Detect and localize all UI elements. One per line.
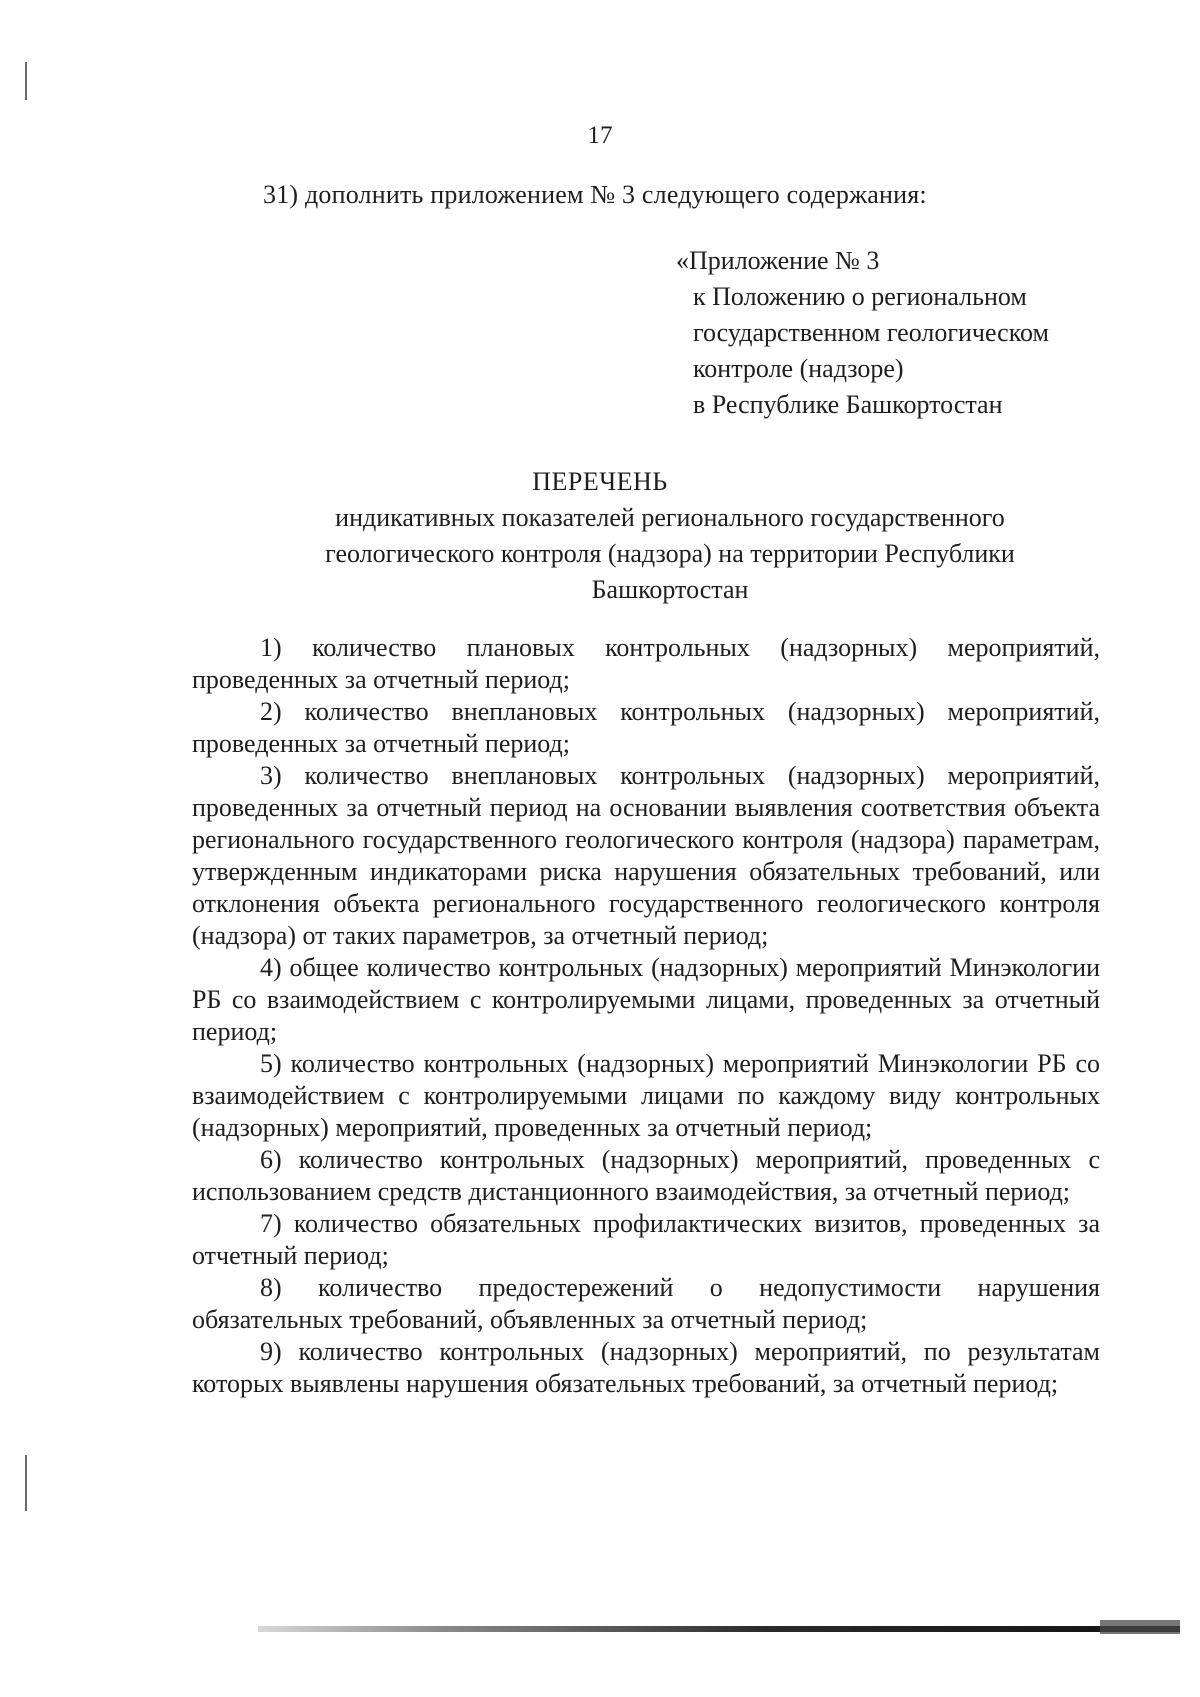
- document-title: ПЕРЕЧЕНЬ: [532, 467, 668, 496]
- appendix-line-5: в Республике Башкортостан: [693, 390, 1003, 419]
- intro-line: 31) дополнить приложением № 3 следующего содержания:: [263, 180, 927, 209]
- list-item: 5) количество контрольных (надзорных) мероприятий Минэкологии РБ со взаимодействием с контролируемыми лицами по каждому виду контрольных (надзорных) мероприятий, проведенных за отчетный период;: [192, 1049, 1100, 1142]
- list-item: 8) количество предостережений о недопустимости нарушения обязательных требований, объявленных за отчетный период;: [192, 1273, 1100, 1334]
- scan-bottom-edge-dark: [1100, 1620, 1180, 1634]
- list-item: 4) общее количество контрольных (надзорных) мероприятий Минэкологии РБ со взаимодействием с контролируемыми лицами, проведенных за отчетный период;: [192, 953, 1100, 1046]
- list-item: 9) количество контрольных (надзорных) мероприятий, по результатам которых выявлены нарушения обязательных требований, за отчетный период;: [192, 1337, 1100, 1398]
- list-item: 3) количество внеплановых контрольных (надзорных) мероприятий, проведенных за отчетный период на основании выявления соответствия объекта регионального государственного геологического контроля (надзора) параметрам, утвержденным индикаторами риска нарушения обязательных требований, или отклонения объекта регионального государственного геологического контроля (надзора) от таких параметров, за отчетный период;: [192, 761, 1100, 950]
- scan-bottom-edge: [258, 1626, 1180, 1632]
- appendix-line-1: «Приложение № 3: [676, 246, 880, 275]
- list-item: 1) количество плановых контрольных (надзорных) мероприятий, проведенных за отчетный период;: [192, 633, 1100, 694]
- document-subtitle: индикативных показателей регионального государственного геологического контроля (надзора) на территории Республики Башкортостан: [325, 503, 1015, 604]
- scan-margin-line-top: [25, 62, 27, 100]
- list-item: 7) количество обязательных профилактических визитов, проведенных за отчетный период;: [192, 1209, 1100, 1270]
- appendix-line-2: к Положению о региональном: [693, 282, 1027, 311]
- list-item: 6) количество контрольных (надзорных) мероприятий, проведенных с использованием средств дистанционного взаимодействия, за отчетный период;: [192, 1145, 1100, 1206]
- scan-margin-line-bottom: [25, 1455, 27, 1511]
- indicator-list: [192, 632, 1100, 1400]
- appendix-line-4: контроле (надзоре): [693, 354, 904, 383]
- list-item: 2) количество внеплановых контрольных (надзорных) мероприятий, проведенных за отчетный период;: [192, 697, 1100, 758]
- page-number: 17: [587, 122, 613, 149]
- appendix-line-3: государственном геологическом: [693, 318, 1049, 347]
- appendix-heading: [676, 243, 1049, 423]
